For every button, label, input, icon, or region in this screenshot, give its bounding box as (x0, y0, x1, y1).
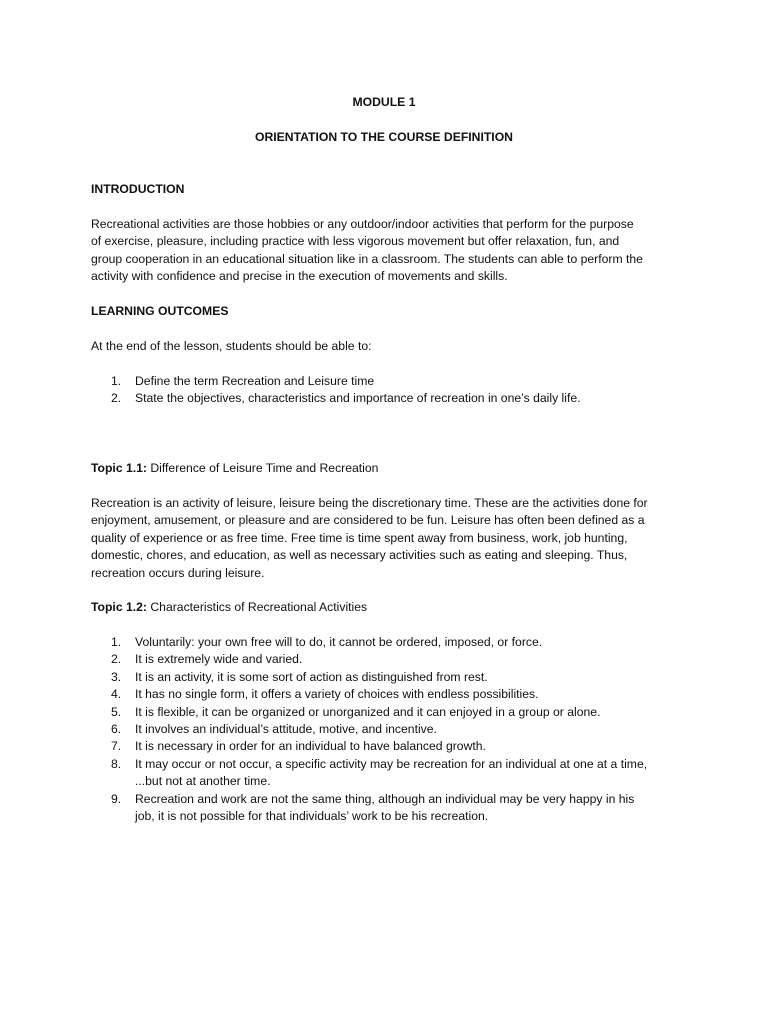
topic-1-1-heading (91, 460, 681, 477)
topic-1-1-line: enjoyment, amusement, or pleasure and are considered to be fun. Leisure has often been defined as a (91, 513, 645, 528)
list-text: Recreation and work are not the same thing, although an individual may be very happy in his (135, 791, 635, 806)
topic-1-1-title: Difference of Leisure Time and Recreation (146, 461, 379, 475)
list-text: It is an activity, it is some sort of action as distinguished from rest. (135, 669, 488, 684)
list-text: It may occur or not occur, a specific activity may be recreation for an individual at one at a time, (135, 756, 648, 771)
learning-outcomes-list (91, 373, 691, 408)
topic-1-1-line: quality of experience or as free time. Free time is time spent away from business, work, job hunting, (91, 530, 628, 545)
topic-1-1-line: Recreation is an activity of leisure, leisure being the discretionary time. These are the activities done for (91, 496, 648, 510)
list-text: Voluntarily: your own free will to do, it cannot be ordered, imposed, or force. (135, 635, 543, 649)
course-title: ORIENTATION TO THE COURSE DEFINITION (255, 130, 513, 144)
list-number: 3. (111, 669, 122, 684)
list-number: 1. (111, 635, 122, 649)
topic-1-1-paragraph (91, 495, 681, 582)
list-item (91, 390, 691, 407)
list-item (91, 704, 691, 721)
list-item (91, 721, 691, 738)
introduction-line: of exercise, pleasure, including practice with less vigorous movement but offer relaxation, fun, and (91, 234, 620, 249)
list-number: 2. (111, 652, 122, 667)
introduction-line: Recreational activities are those hobbies or any outdoor/indoor activities that perform for the purpose (91, 217, 634, 231)
list-item (91, 738, 691, 755)
list-number: 2. (111, 391, 122, 406)
list-number: 7. (111, 739, 122, 754)
list-item (91, 756, 691, 791)
list-item (91, 634, 691, 651)
list-text-continued: job, it is not possible for that individuals’ work to be his recreation. (135, 809, 489, 824)
list-item (91, 651, 691, 668)
introduction-line: group cooperation in an educational situation like in a classroom. The students can able to perform the (91, 251, 643, 266)
topic-1-2-label: Topic 1.2: (91, 600, 147, 614)
introduction-paragraph (91, 216, 681, 286)
list-text: It involves an individual’s attitude, motive, and incentive. (135, 722, 437, 737)
list-number: 5. (111, 704, 122, 719)
module-title: MODULE 1 (352, 95, 416, 109)
list-item (91, 669, 691, 686)
list-item (91, 373, 691, 390)
list-text-continued: ...but not at another time. (135, 774, 271, 789)
list-number: 1. (111, 374, 122, 388)
list-text: Define the term Recreation and Leisure time (135, 374, 375, 388)
list-item (91, 686, 691, 703)
list-text: It is necessary in order for an individual to have balanced growth. (135, 739, 486, 754)
list-number: 9. (111, 791, 122, 806)
list-text: It is flexible, it can be organized or unorganized and it can enjoyed in a group or alone. (135, 704, 601, 719)
topic-1-2-title: Characteristics of Recreational Activities (146, 600, 368, 614)
list-text: State the objectives, characteristics and importance of recreation in one’s daily life. (135, 391, 581, 406)
list-text: It is extremely wide and varied. (135, 652, 303, 667)
topic-1-2-heading (91, 599, 681, 616)
topic-1-1-line: recreation occurs during leisure. (91, 565, 265, 580)
topic-1-1-line: domestic, chores, and education, as well as necessary activities such as eating and sleeping. Thus, (91, 548, 628, 563)
characteristics-list (91, 634, 691, 825)
list-number: 6. (111, 722, 122, 737)
introduction-heading: INTRODUCTION (91, 182, 185, 196)
learning-outcomes-heading: LEARNING OUTCOMES (91, 304, 229, 318)
introduction-line: activity with confidence and precise in the execution of movements and skills. (91, 269, 508, 284)
topic-1-1-label: Topic 1.1: (91, 461, 147, 475)
list-item (91, 791, 691, 826)
learning-outcomes-intro: At the end of the lesson, students should be able to: (91, 339, 372, 353)
list-text: It has no single form, it offers a variety of choices with endless possibilities. (135, 687, 539, 702)
list-number: 4. (111, 687, 122, 702)
list-number: 8. (111, 756, 122, 771)
